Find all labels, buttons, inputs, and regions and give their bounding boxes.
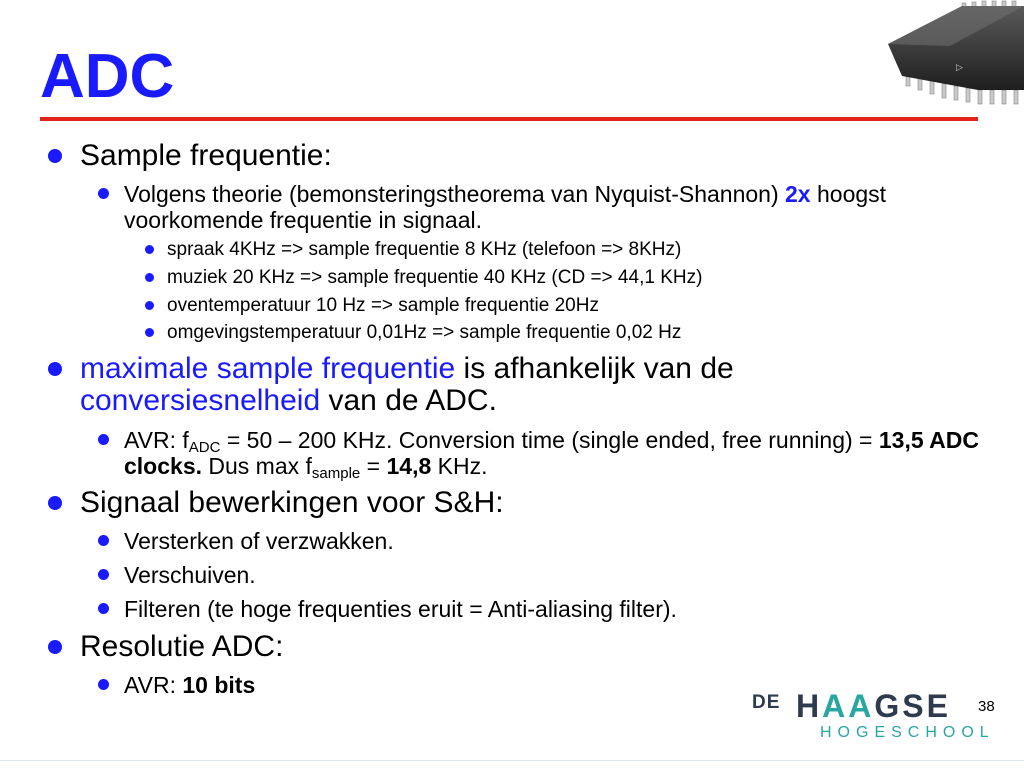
bullet-dot: [145, 273, 154, 282]
bullet-versterken: [124, 528, 984, 554]
bullet-dot: [48, 640, 62, 654]
bullet-text: KHz.: [431, 453, 488, 479]
bullet-dot: [48, 496, 62, 510]
bullet-resolutie-adc: [80, 631, 980, 663]
bullet-dot: [145, 245, 154, 254]
bullet-text: omgevingstemperatuur 0,01Hz => sample frequentie 0,02 Hz: [167, 322, 682, 343]
bullet-text: Volgens theorie (bemonsteringstheorema van Nyquist-Shannon): [124, 181, 785, 207]
bullet-sample-frequentie: [80, 140, 980, 172]
bullet-dot: [98, 188, 109, 199]
bullet-dot: [98, 434, 109, 445]
bullet-dot: [98, 535, 109, 546]
bullet-text: Resolutie ADC:: [80, 630, 284, 663]
bullet-muziek: [167, 267, 967, 289]
bullet-signaal-bewerkingen: [80, 487, 980, 519]
bullet-maximale-sample-frequentie: [80, 353, 980, 417]
highlight-term: conversiesnelheid: [80, 384, 321, 417]
bullet-dot: [98, 569, 109, 580]
logo-de: DE: [752, 692, 781, 713]
haagse-hogeschool-logo: [752, 688, 995, 748]
bullet-text: Sample frequentie:: [80, 139, 332, 172]
bullet-text: =: [360, 453, 387, 479]
bullet-text: is afhankelijk van de: [455, 352, 734, 385]
bold-value: 10 bits: [182, 672, 256, 698]
bullet-text-continued: hoogst voorkomende frequentie in signaal.: [124, 181, 887, 233]
emphasis-factor: 2x: [785, 181, 811, 207]
bullet-dot: [145, 328, 154, 337]
bullet-text-continued: van de ADC.: [320, 384, 497, 417]
bullet-text: Filteren (te hoge frequenties eruit = Anti-aliasing filter).: [124, 596, 677, 622]
bullet-verschuiven: [124, 562, 984, 588]
bullet-avr-fadc: [124, 427, 984, 482]
subscript: sample: [311, 465, 361, 482]
bullet-text: AVR:: [124, 672, 183, 698]
highlight-term: maximale sample frequentie: [80, 352, 456, 385]
bullet-dot: [48, 149, 62, 163]
bullet-spraak: [167, 239, 967, 261]
svg-text:▷: ▷: [956, 63, 963, 73]
bullet-text: spraak 4KHz => sample frequentie 8 KHz (telefoon => 8KHz): [167, 239, 682, 260]
bullet-filteren: [124, 596, 984, 622]
bullet-dot: [98, 603, 109, 614]
bullet-text: AVR: f: [124, 427, 189, 453]
bullet-dot: [48, 362, 62, 376]
bold-value: 13,5 ADC clocks.: [124, 427, 980, 479]
logo-letters-gse: GSE: [874, 688, 951, 724]
bold-value: 14,8: [386, 453, 432, 479]
bullet-omgevingstemperatuur: [167, 322, 967, 344]
bullet-text: Signaal bewerkingen voor S&H:: [80, 486, 504, 519]
logo-subtitle: HOGESCHOOL: [820, 724, 995, 741]
bullet-text: Verschuiven.: [124, 562, 256, 588]
logo-letter-h: H: [796, 688, 823, 724]
bullet-dot: [98, 679, 109, 690]
bullet-text: = 50 – 200 KHz. Conversion time (single ended, free running) =: [220, 427, 879, 453]
subscript: ADC: [188, 439, 221, 456]
bullet-text: Dus max f: [202, 453, 312, 479]
bullet-text: muziek 20 KHz => sample frequentie 40 KHz (CD => 44,1 KHz): [167, 267, 703, 288]
footer-divider: [0, 760, 1024, 761]
slide-title: ADC: [40, 42, 175, 111]
bullet-nyquist: [124, 181, 984, 233]
bullet-text: Versterken of verzwakken.: [124, 528, 394, 554]
bullet-dot: [145, 301, 154, 310]
bullet-oventemperatuur: [167, 295, 967, 317]
logo-letters-aa: AA: [822, 688, 875, 724]
bullet-text: oventemperatuur 10 Hz => sample frequentie 20Hz: [167, 295, 599, 316]
page-number: 38: [978, 698, 995, 715]
logo-wordmark: [796, 688, 951, 725]
